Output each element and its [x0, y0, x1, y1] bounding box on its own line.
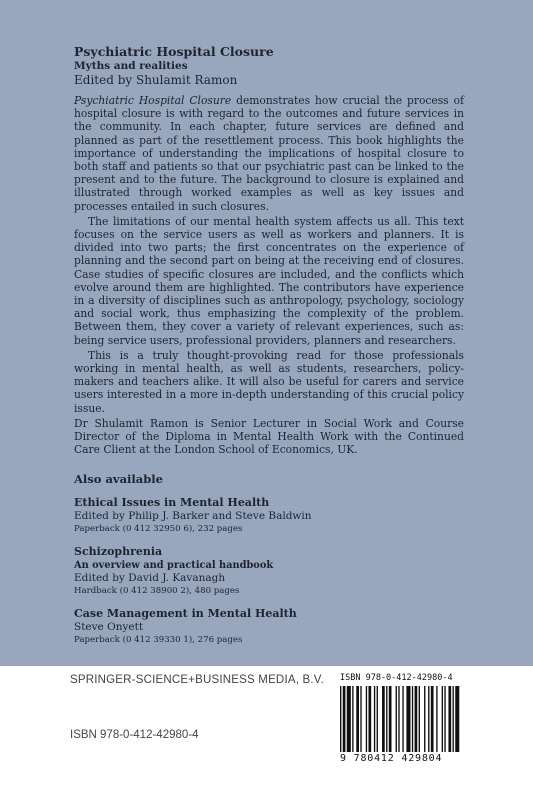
related-book-format: Paperback (0 412 39330 1), 276 pages — [74, 635, 243, 646]
related-book — [74, 545, 464, 597]
publisher-name: SPRINGER-SCIENCE+BUSINESS MEDIA, B.V. — [70, 674, 324, 686]
barcode-bar — [428, 686, 429, 752]
barcode-bar — [406, 686, 410, 752]
barcode-bar — [382, 686, 385, 752]
barcode-bar — [343, 686, 346, 752]
description-paragraph-2: The limitations of our mental health system affects us all. This text focuses on the service users as well as workers and planners. It is divided into two parts; the first concentrates on the experience of planning and the second part on being at the receiving end of closures. Case studies of specific closures are included, and the conflicts which evolve around them are highlighted. The contributors have experience in a diversity of disciplines such as anthropology, psychology, sociology and social work, thus emphasizing the complexity of the problem. Between them, they cover a variety of relevant experiences, such as: being service users, professional providers, planners and researchers. — [74, 214, 464, 347]
barcode-bar — [424, 686, 425, 752]
barcode-icon — [340, 686, 462, 752]
barcode-bar — [415, 686, 418, 752]
barcode-area — [336, 670, 468, 770]
related-book — [74, 607, 464, 646]
book-subtitle: Myths and realities — [74, 60, 188, 72]
isbn-text: ISBN 978-0-412-42980-4 — [70, 729, 199, 741]
related-book-editor: Edited by Philip J. Barker and Steve Baldwin — [74, 510, 312, 523]
barcode-bar — [352, 686, 353, 752]
cover-content — [74, 44, 464, 656]
barcode-bar — [377, 686, 378, 752]
related-book-format: Paperback (0 412 32950 6), 232 pages — [74, 524, 243, 535]
barcode-bar — [340, 686, 341, 752]
description-paragraph-1-text: demonstrates how crucial the process of hospital closure is with regard to the outcomes and future services in the community. In each chapter, future services are defined and planned as part of the resettlement process. This book highlights the importance of understanding the implications of hospital closure to both staff and patients so that our psychiatric past can be linked to the present and to the future. The background to closure is explained and illustrated through worked examples as well as key issues and processes entailed in such closures. — [74, 94, 464, 213]
book-editor: Edited by Shulamit Ramon — [74, 73, 238, 87]
barcode-bar — [368, 686, 371, 752]
barcode-bar — [402, 686, 403, 752]
barcode-bar — [396, 686, 397, 752]
related-book-format: Hardback (0 412 38900 2), 480 pages — [74, 586, 240, 597]
barcode-bar — [453, 686, 454, 752]
book-title: Psychiatric Hospital Closure — [74, 44, 274, 59]
barcode-bar — [419, 686, 420, 752]
barcode-bar — [389, 686, 392, 752]
related-book — [74, 496, 464, 535]
related-book-editor: Steve Onyett — [74, 621, 144, 634]
barcode-bar — [347, 686, 351, 752]
description-paragraph-1 — [74, 94, 464, 213]
barcode-bar — [356, 686, 359, 752]
related-book-title: Case Management in Mental Health — [74, 607, 297, 621]
description-lead-title: Psychiatric Hospital Closure — [74, 94, 232, 107]
barcode-bar — [374, 686, 375, 752]
related-book-editor: Edited by David J. Kavanagh — [74, 572, 226, 585]
related-book-title: Schizophrenia — [74, 545, 163, 559]
barcode-isbn: ISBN 978-0-412-42980-4 — [340, 673, 453, 683]
barcode-bar — [436, 686, 437, 752]
related-book-subtitle: An overview and practical handbook — [74, 560, 274, 572]
description-paragraph-3: This is a truly thought-provoking read for those professionals working in mental health, as well as students, researchers, policy-makers and teachers alike. It will also be useful for carers and service users interested in a more in-depth understanding of this crucial policy issue. — [74, 348, 464, 415]
barcode-bar — [398, 686, 399, 752]
barcode-bar — [431, 686, 434, 752]
related-book-title: Ethical Issues in Mental Health — [74, 496, 270, 510]
author-bio: Dr Shulamit Ramon is Senior Lecturer in Social Work and Course Director of the Diploma in Mental Health Work with the Continued Care Client at the London School of Economics, UK. — [74, 416, 464, 457]
barcode-bar — [386, 686, 387, 752]
barcode-bar — [442, 686, 443, 752]
barcode-bar — [360, 686, 361, 752]
barcode-bar — [448, 686, 451, 752]
barcode-bar — [366, 686, 367, 752]
barcode-bar — [412, 686, 413, 752]
footer-strip — [0, 665, 533, 801]
also-available-heading: Also available — [74, 472, 163, 487]
barcode-bar — [444, 686, 445, 752]
barcode-digits: 9 780412 429804 — [340, 753, 443, 764]
barcode-bar — [455, 686, 459, 752]
